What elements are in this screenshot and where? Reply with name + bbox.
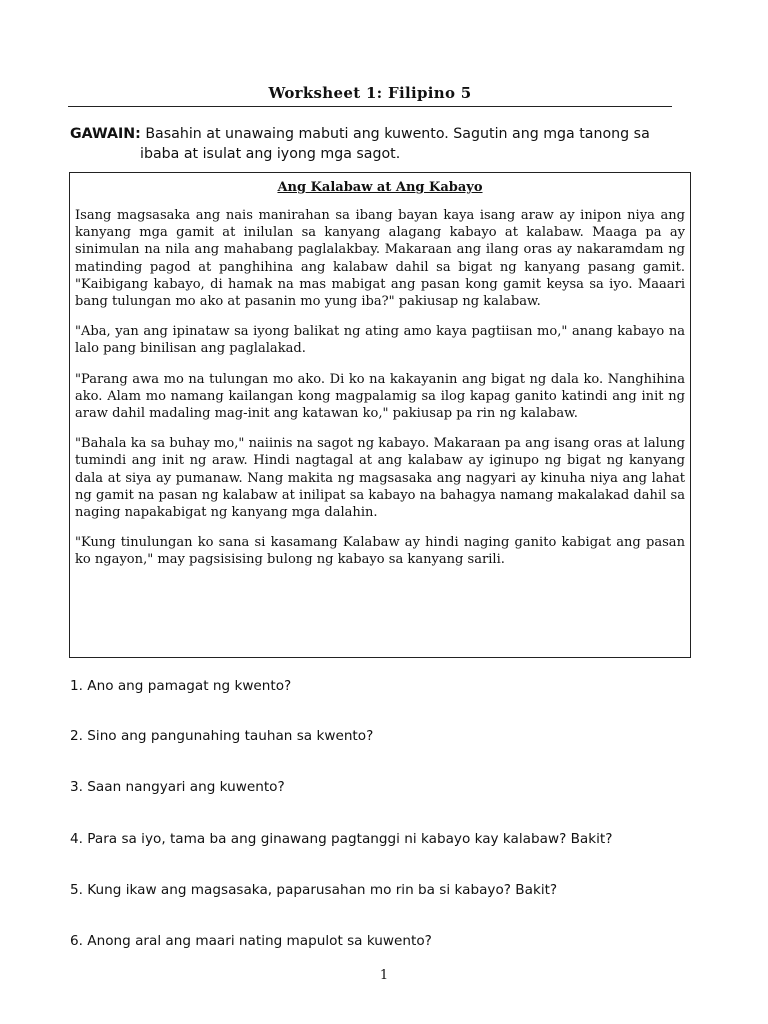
question-4: 4. Para sa iyo, tama ba ang ginawang pagtanggi ni kabayo kay kalabaw? Bakit? <box>70 831 613 847</box>
question-3: 3. Saan nangyari ang kuwento? <box>70 779 285 795</box>
story-paragraph-4: "Bahala ka sa buhay mo," naiinis na sagot ng kabayo. Makaraan pa ang isang oras at lalung tumindi ang init ng araw. Hindi nagtagal at ang kalabaw ay iginupo ng bigat ng kanyang dala at siya ay pumanaw. Nang makita ng magsasaka ang nagyari ay kinuha niya ang lahat ng gamit na pasan ng kalabaw at inilipat sa kabayo na bahagya namang makalakad dahil sa naging napakabigat ng kanyang mga dalahin. <box>75 436 685 521</box>
title-divider <box>68 106 672 107</box>
worksheet-title: Worksheet 1: Filipino 5 <box>268 84 472 102</box>
page-number: 1 <box>379 968 389 983</box>
story-box <box>69 172 691 658</box>
story-paragraph-5: "Kung tinulungan ko sana si kasamang Kalabaw ay hindi naging ganito kabigat ang pasan ko ngayon," may pagsisising bulong ng kabayo sa kanyang sarili. <box>75 535 685 568</box>
story-paragraph-3: "Parang awa mo na tulungan mo ako. Di ko na kakayanin ang bigat ng dala ko. Nanghihina ako. Alam mo namang kailangan kong magpalamig sa ilog kapag ganito katindi ang init ng araw dahil madaling mag-init ang katawan ko," pakiusap pa rin ng kalabaw. <box>75 371 685 422</box>
question-5: 5. Kung ikaw ang magsasaka, paparusahan mo rin ba si kabayo? Bakit? <box>70 882 558 898</box>
instructions-line-1: Basahin at unawaing mabuti ang kuwento. Sagutin ang mga tanong sa <box>145 126 650 142</box>
instructions-label: GAWAIN: <box>70 126 141 142</box>
question-6: 6. Anong aral ang maari nating mapulot sa kuwento? <box>70 933 432 949</box>
story-title: Ang Kalabaw at Ang Kabayo <box>277 180 483 195</box>
story-paragraph-1: Isang magsasaka ang nais manirahan sa ibang bayan kaya isang araw ay inipon niya ang kanyang mga gamit at inilulan sa kanyang alagang kabayo at kalabaw. Maaga pa ay sinimulan na nila ang mahabang paglalakbay. Makaraan ang ilang oras ay nakaramdam ng matinding pagod at panghihina ang kalabaw dahil sa bigat ng kanyang pasang gamit. "Kaibigang kabayo, di hamak na mas mabigat ang pasan kong gamit keysa sa iyo. Maaari bang tulungan mo ako at pasanin mo yung iba?" pakiusap ng kalabaw. <box>75 208 685 310</box>
question-2: 2. Sino ang pangunahing tauhan sa kwento? <box>70 728 374 744</box>
instructions-line-2: ibaba at isulat ang iyong mga sagot. <box>140 146 401 162</box>
story-paragraph-2: "Aba, yan ang ipinataw sa iyong balikat ng ating amo kaya pagtiisan mo," anang kabayo na lalo pang binilisan ang paglalakad. <box>75 324 685 357</box>
instructions <box>70 124 700 164</box>
question-1: 1. Ano ang pamagat ng kwento? <box>70 678 292 694</box>
